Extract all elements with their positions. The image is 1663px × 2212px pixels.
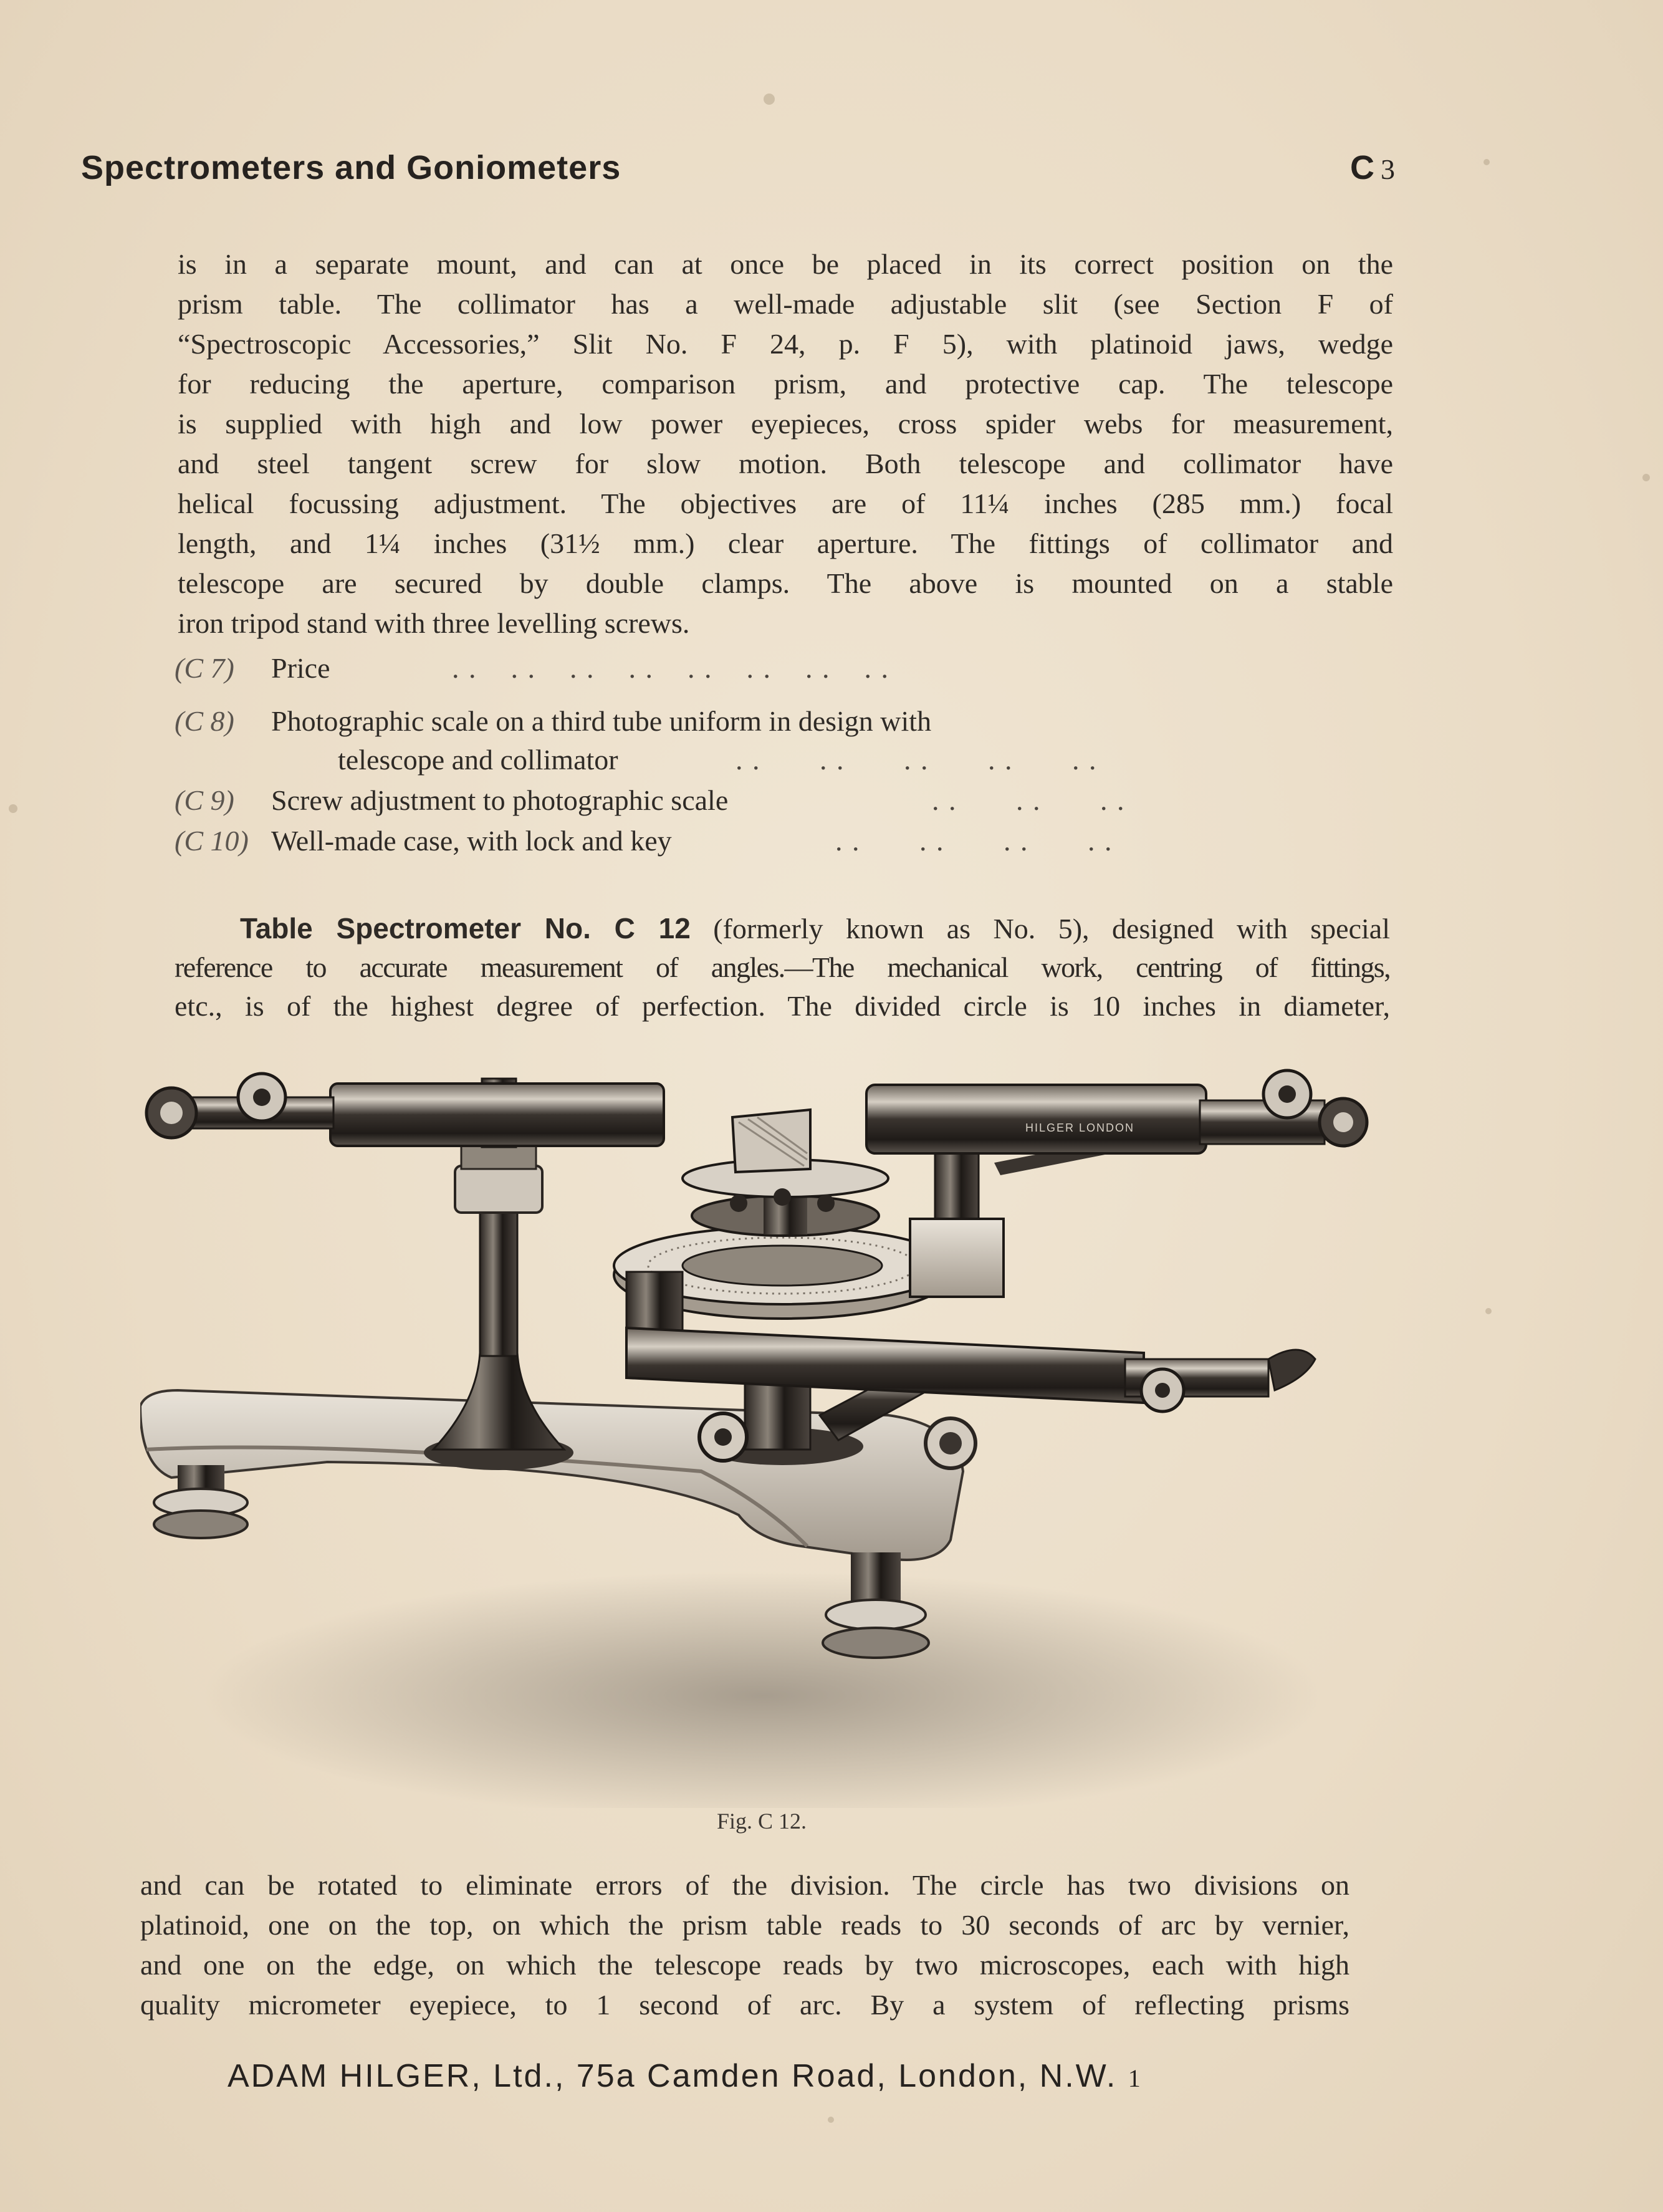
- leader-dots: . . . . . . . .: [835, 825, 1113, 857]
- item-code: (C 7): [175, 652, 234, 684]
- item-code: (C 8): [175, 705, 234, 737]
- paragraph-text: (formerly known as No. 5), designed with special: [713, 913, 1390, 945]
- leader-dots: . . . . . . . . . .: [736, 744, 1098, 776]
- paper-spot: [764, 94, 775, 105]
- publisher-footer: [228, 2057, 1141, 2095]
- collimator-tube: [146, 1074, 664, 1146]
- publisher-address: ADAM HILGER, Ltd., 75a Camden Road, London, N.W.: [228, 2058, 1118, 2094]
- paragraph-line: [175, 909, 1390, 948]
- telescope-tube: [866, 1070, 1367, 1153]
- page-number-value: 3: [1381, 153, 1395, 185]
- paragraph-line: and can be rotated to eliminate errors of the division. The circle has two divisions on: [140, 1869, 1349, 1901]
- paragraph-line: and steel tangent screw for slow motion. Both telescope and collimator have: [178, 448, 1393, 479]
- levelling-screw-right: [823, 1552, 929, 1658]
- paragraph-line: is supplied with high and low power eyepieces, cross spider webs for measurement,: [178, 408, 1393, 440]
- paragraph-line: length, and 1¼ inches (31½ mm.) clear aperture. The fittings of collimator and: [178, 527, 1393, 559]
- paragraph-line: is in a separate mount, and can at once be placed in its correct position on the: [178, 248, 1393, 280]
- spectrometer-c12-intro: [175, 909, 1390, 1026]
- item-description: Photographic scale on a third tube uniform in design with: [271, 705, 932, 737]
- leader-dots: . . . . . .: [932, 784, 1126, 816]
- paragraph-line: iron tripod stand with three levelling screws.: [178, 607, 690, 639]
- paper-spot: [9, 804, 17, 813]
- ground-shadow: [203, 1571, 1325, 1808]
- page-letter: C: [1350, 149, 1374, 186]
- paper-spot: [828, 2117, 834, 2123]
- price-row-c8-continued: [338, 743, 618, 776]
- reading-microscope-tube: [626, 1328, 1315, 1411]
- item-code: (C 9): [175, 784, 234, 816]
- continuation-paragraph: [140, 1865, 1349, 2025]
- item-code: (C 10): [175, 825, 249, 857]
- item-description-continued: telescope and collimator: [338, 744, 618, 776]
- item-description: Price: [271, 652, 330, 684]
- section-title: Spectrometers and Goniometers: [81, 149, 621, 186]
- description-paragraph: [178, 244, 1393, 643]
- product-heading: Table Spectrometer No. C 12: [240, 912, 691, 945]
- instrument-label: HILGER LONDON: [1025, 1122, 1135, 1134]
- paragraph-line: reference to accurate measurement of angles.—The mechanical work, centring of fittings,: [175, 951, 1390, 983]
- paragraph-line: telescope are secured by double clamps. The above is mounted on a stable: [178, 567, 1393, 599]
- paragraph-line: etc., is of the highest degree of perfection. The divided circle is 10 inches in diameter,: [175, 990, 1390, 1022]
- postal-district: 1: [1128, 2064, 1141, 2092]
- paper-spot: [1485, 1308, 1492, 1314]
- spectrometer-illustration: [140, 1066, 1374, 1808]
- paragraph-line: quality micrometer eyepiece, to 1 second of arc. By a system of reflecting prisms: [140, 1989, 1349, 2021]
- price-row-c9: [175, 784, 728, 817]
- item-description: Screw adjustment to photographic scale: [271, 784, 729, 816]
- paper-spot: [1483, 159, 1490, 165]
- paragraph-line: for reducing the aperture, comparison prism, and protective cap. The telescope: [178, 368, 1393, 400]
- price-row-c8: [175, 704, 931, 738]
- price-row-c7: [175, 652, 330, 685]
- figure-caption: Fig. C 12.: [717, 1809, 807, 1834]
- paper-spot: [1642, 474, 1650, 481]
- paragraph-line: helical focussing adjustment. The objectives are of 11¼ inches (285 mm.) focal: [178, 488, 1393, 519]
- paragraph-line: platinoid, one on the top, on which the prism table reads to 30 seconds of arc by vernier,: [140, 1909, 1349, 1941]
- item-description: Well-made case, with lock and key: [271, 825, 672, 857]
- page-number: [1350, 148, 1395, 187]
- prism-table: [683, 1110, 888, 1236]
- price-row-c10: [175, 824, 672, 857]
- paragraph-line: prism table. The collimator has a well-made adjustable slit (see Section F of: [178, 288, 1393, 320]
- leader-dots: . . . . . . . . . . . . . . . .: [452, 652, 889, 684]
- paragraph-line: and one on the edge, on which the telescope reads by two microscopes, each with high: [140, 1949, 1349, 1981]
- paragraph-line: “Spectroscopic Accessories,” Slit No. F 24, p. F 5), with platinoid jaws, wedge: [178, 328, 1393, 360]
